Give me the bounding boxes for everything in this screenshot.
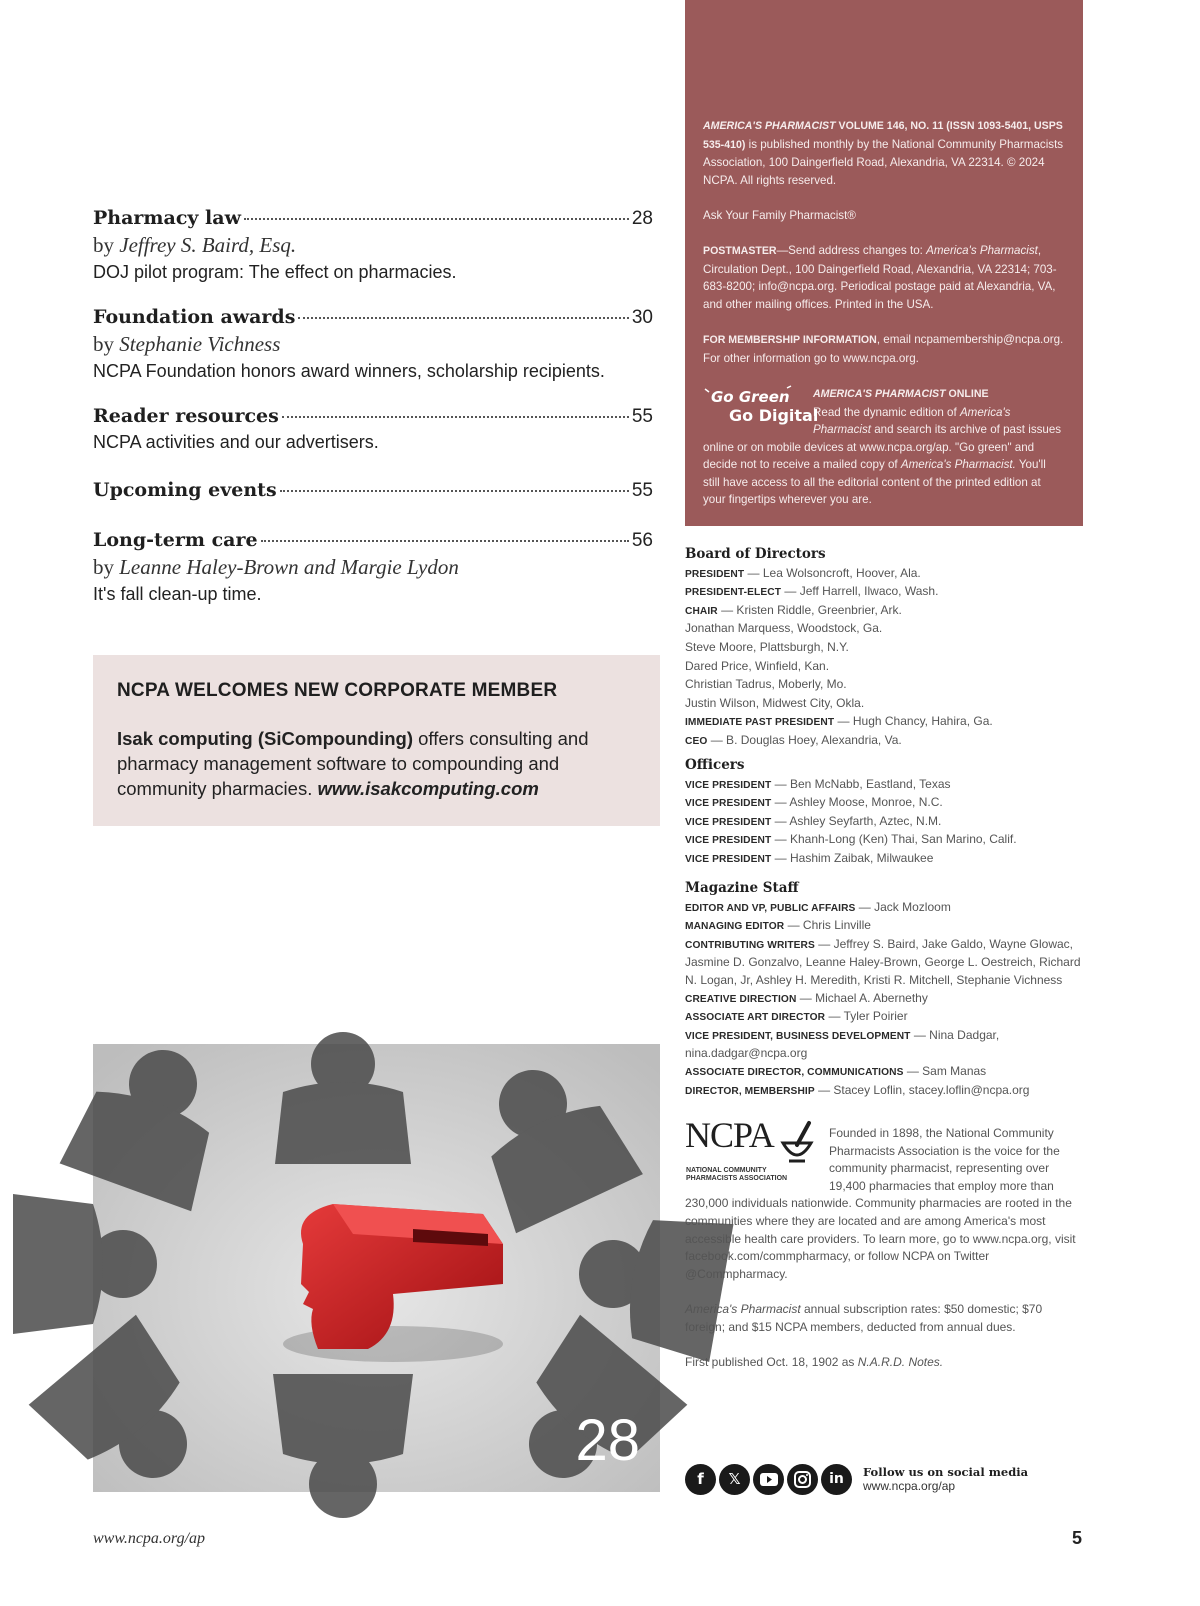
- staff-row: ASSOCIATE ART DIRECTOR — Tyler Poirier: [685, 1009, 908, 1024]
- staff-heading: Magazine Staff: [685, 880, 799, 896]
- toc-byline: by Leanne Haley-Brown and Margie Lydon: [93, 555, 459, 579]
- membership-info: FOR MEMBERSHIP INFORMATION, email ncpamembership@ncpa.org. For other information go to www.ncpa.org.: [703, 333, 1064, 365]
- toc-page: 55: [631, 406, 653, 427]
- toc-page: 55: [631, 480, 653, 501]
- board-of-directors: [685, 546, 1095, 751]
- toc-page: 28: [631, 208, 653, 229]
- board-row: IMMEDIATE PAST PRESIDENT — Hugh Chancy, Hahira, Ga.: [685, 714, 993, 729]
- officer-row: VICE PRESIDENT — Ashley Seyfarth, Aztec, N.M.: [685, 813, 942, 828]
- social-media: [685, 1462, 1028, 1496]
- toc-title: Reader resources: [93, 405, 279, 427]
- corporate-url-link[interactable]: www.isakcomputing.com: [317, 778, 539, 799]
- toc-leader: [298, 317, 628, 319]
- go-green-logo: [703, 385, 819, 425]
- subscription-rates: America's Pharmacist annual subscription rates: $50 domestic; $70 foreign; and $15 NCPA members, deducted from annual dues.: [685, 1301, 1043, 1334]
- red-whistle: [283, 1204, 503, 1362]
- officer-row: VICE PRESIDENT — Khanh-Long (Ken) Thai, San Marino, Calif.: [685, 832, 1017, 847]
- toc-description: NCPA Foundation honors award winners, scholarship recipients.: [93, 361, 605, 381]
- toc-title: Foundation awards: [93, 306, 296, 328]
- page-number: 5: [1072, 1528, 1083, 1548]
- publication-statement: AMERICA'S PHARMACIST VOLUME 146, NO. 11 (ISSN 1093-5401, USPS 535-410) is published monthly by the National Community Pharmacists Association, 100 Daingerfield Road, Alexandria, VA 22314. © 2024 NCPA. All rights reserved.: [703, 120, 1064, 187]
- online-edition: Go Green Go Digital AMERICA'S PHARMACIST ONLINE Read the dynamic edition of America's Pharmacist and search its archive of past issues online or on mobile devices at www.ncpa.org/ap. "Go green" and decide not to receive a mailed copy of America's Pharmacist. You'll still have access to all the editorial content of the printed edition at your fingertips wherever you are.: [703, 385, 1065, 509]
- corporate-heading: NCPA WELCOMES NEW CORPORATE MEMBER: [117, 680, 558, 701]
- toc-title: Pharmacy law: [93, 207, 241, 229]
- postmaster-notice: POSTMASTER—Send address changes to: America's Pharmacist, Circulation Dept., 100 Daingerfield Road, Alexandria, VA 22314; 703-683-8200; info@ncpa.org. Periodical postage paid at Alexandria, VA, and other mailing offices. Printed in the USA.: [703, 244, 1057, 311]
- board-row: CHAIR — Kristen Riddle, Greenbrier, Ark.: [685, 602, 902, 617]
- follow-us: [863, 1465, 1028, 1493]
- publication-info-box: [685, 0, 1083, 526]
- staff-row: MANAGING EDITOR — Chris Linville: [685, 918, 871, 933]
- toc-entry-upcoming-events[interactable]: [93, 479, 653, 502]
- officers-heading: Officers: [685, 757, 745, 773]
- footer-url[interactable]: www.ncpa.org/ap: [93, 1530, 206, 1547]
- toc-page: 56: [631, 530, 653, 551]
- board-heading: Board of Directors: [685, 546, 826, 562]
- officer-row: VICE PRESIDENT — Ben McNabb, Eastland, Texas: [685, 776, 951, 791]
- facebook-icon[interactable]: f: [685, 1464, 716, 1495]
- staff-row: CREATIVE DIRECTION — Michael A. Abernethy: [685, 990, 928, 1005]
- toc-description: NCPA activities and our advertisers.: [93, 432, 379, 452]
- first-published: First published Oct. 18, 1902 as N.A.R.D. Notes.: [685, 1354, 944, 1369]
- officer-row: VICE PRESIDENT — Hashim Zaibak, Milwaukee: [685, 850, 934, 865]
- ncpa-about: [685, 1115, 1085, 1389]
- photo-page-number: 28: [575, 1408, 640, 1473]
- ncpa-description: Founded in 1898, the National Community Pharmacists Association is the voice for the community pharmacist, representing over 19,400 pharmacies that employ more than 230,000 individuals nationwide. Community pharmacies are rooted in the communities where they are located and are among America's most accessible health care providers. To learn more, go to www.ncpa.org, visit facebook.com/commpharmacy, or follow NCPA on Twitter @Commpharmacy.: [685, 1126, 1076, 1281]
- board-row: Justin Wilson, Midwest City, Okla.: [685, 695, 865, 710]
- ask-your-pharmacist: Ask Your Family Pharmacist®: [703, 208, 856, 222]
- toc-page: 30: [631, 307, 653, 328]
- corporate-member-box: [93, 655, 660, 826]
- board-row: Christian Tadrus, Moberly, Mo.: [685, 677, 847, 692]
- staff-row: DIRECTOR, MEMBERSHIP — Stacey Loflin, stacey.loflin@ncpa.org: [685, 1082, 1030, 1097]
- svg-text:Go Digital: Go Digital: [729, 405, 819, 425]
- ncpa-logo: NCPA NATIONAL COMMUNITY PHARMACISTS ASSOCIATION: [685, 1127, 821, 1183]
- toc-leader: [244, 218, 629, 220]
- magazine-staff: [685, 880, 1085, 1100]
- board-row: CEO — B. Douglas Hoey, Alexandria, Va.: [685, 732, 902, 747]
- toc-leader: [282, 416, 629, 418]
- follow-title: Follow us on social media: [863, 1465, 1029, 1479]
- board-row: Dared Price, Winfield, Kan.: [685, 658, 830, 673]
- board-row: PRESIDENT — Lea Wolsoncroft, Hoover, Ala.: [685, 565, 921, 580]
- toc-title: Long-term care: [93, 529, 258, 551]
- board-row: Jonathan Marquess, Woodstock, Ga.: [685, 621, 883, 636]
- toc-leader: [280, 490, 629, 492]
- toc-entry-foundation-awards[interactable]: [93, 306, 653, 382]
- board-row: PRESIDENT-ELECT — Jeff Harrell, Ilwaco, Wash.: [685, 584, 939, 599]
- toc-description: It's fall clean-up time.: [93, 584, 262, 604]
- toc-entry-long-term-care[interactable]: [93, 529, 653, 605]
- toc-title: Upcoming events: [93, 479, 277, 501]
- toc-byline: by Jeffrey S. Baird, Esq.: [93, 233, 297, 257]
- linkedin-icon[interactable]: in: [821, 1464, 852, 1495]
- officers: [685, 757, 1095, 869]
- staff-row: EDITOR AND VP, PUBLIC AFFAIRS — Jack Mozloom: [685, 899, 951, 914]
- instagram-icon[interactable]: [787, 1464, 818, 1495]
- youtube-icon[interactable]: [753, 1464, 784, 1495]
- toc-byline: by Stephanie Vichness: [93, 332, 281, 356]
- staff-row: VICE PRESIDENT, BUSINESS DEVELOPMENT — Nina Dadgar, nina.dadgar@ncpa.org: [685, 1027, 1000, 1061]
- staff-row: ASSOCIATE DIRECTOR, COMMUNICATIONS — Sam Manas: [685, 1063, 987, 1078]
- svg-text:Go Green: Go Green: [711, 387, 790, 406]
- officer-row: VICE PRESIDENT — Ashley Moose, Monroe, N.C.: [685, 795, 943, 810]
- follow-url-link[interactable]: www.ncpa.org/ap: [863, 1479, 956, 1493]
- go-green-icon: [703, 385, 819, 425]
- corporate-body: Isak computing (SiCompounding) offers consulting and pharmacy management software to compounding and community pharmacies. www.isakcomputing.com: [117, 728, 589, 799]
- toc-entry-reader-resources[interactable]: [93, 405, 653, 453]
- corporate-name: Isak computing (SiCompounding): [117, 728, 413, 749]
- mortar-pestle-icon: [779, 1121, 815, 1167]
- toc-entry-pharmacy-law[interactable]: [93, 207, 653, 283]
- toc-leader: [261, 540, 629, 542]
- x-icon[interactable]: 𝕏: [719, 1464, 750, 1495]
- toc-description: DOJ pilot program: The effect on pharmacies.: [93, 262, 457, 282]
- whistle-photo: [93, 1044, 660, 1492]
- staff-row: CONTRIBUTING WRITERS — Jeffrey S. Baird, Jake Galdo, Wayne Glowac, Jasmine D. Gonzalvo, Leanne Haley-Brown, George L. Oestreich, Richard N. Logan, Jr, Ashley H. Meredith, Kristi R. Mitchell, Stephanie Vichness: [685, 936, 1081, 987]
- board-row: Steve Moore, Plattsburgh, N.Y.: [685, 639, 849, 654]
